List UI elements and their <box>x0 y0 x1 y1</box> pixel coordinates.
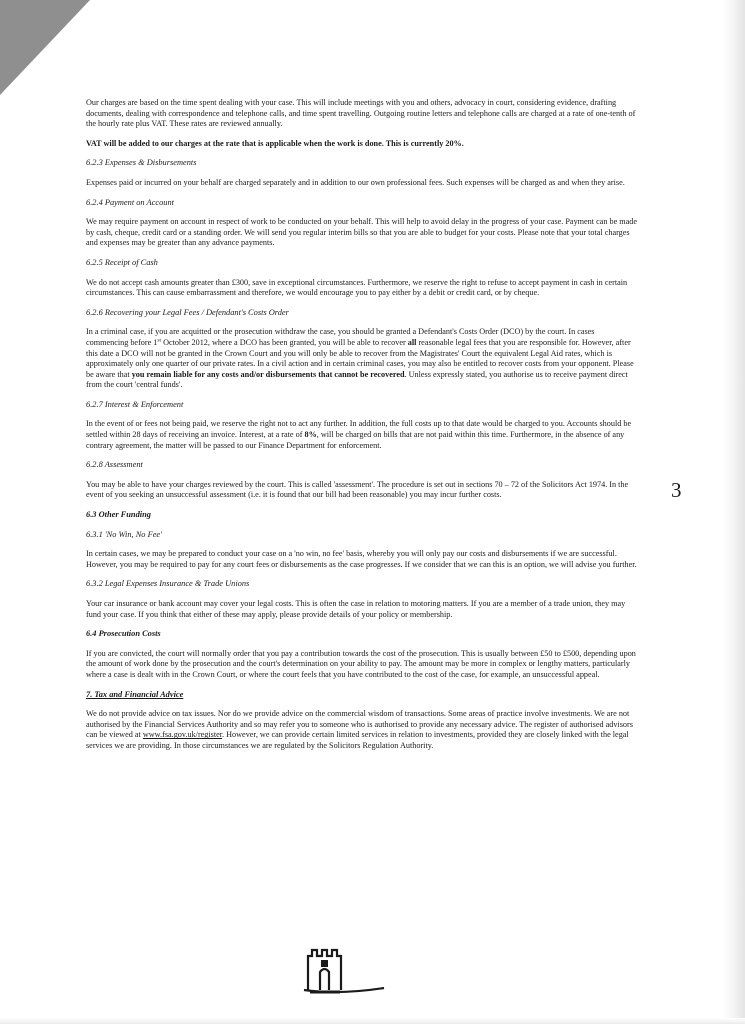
section-6-2-7-body: In the event of or fees not being paid, we reserve the right not to act any further. In addition, the full costs up to that date would be charged to you. Accounts should be settled within 28 days of receiving an invoice. Interest, at a rate of 8%, will be charged on bills that are not paid within this time. Furthermore, in the absence of any contrary agreement, the matter will be passed to our Finance Department for enforcement. <box>86 419 632 450</box>
section-6-4-heading: 6.4 Prosecution Costs <box>86 629 161 639</box>
section-6-4-body: If you are convicted, the court will normally order that you pay a contribution towards the cost of the prosecution. This is usually between £50 to £500, depending upon the amount of work done by the prosecution and the court's determination on your ability to pay. The amount may be more in complex or lengthy matters, particularly where a case is dealt with in the Crown Court, or where the court feels that you have contributed to the cost of the case, for example, an unsuccessful appeal. <box>86 648 636 679</box>
charges-intro: Our charges are based on the time spent dealing with your case. This will include meetings with you and others, advocacy in court, considering evidence, drafting documents, dealing with correspondence and telephone calls, and time spent travelling. Outgoing routine letters and telephone calls are charged at a rate of one-tenth of the hourly rate plus VAT. These rates are reviewed annually. <box>86 98 636 129</box>
castle-tower-icon <box>298 938 388 998</box>
folded-corner <box>0 0 90 95</box>
section-6-3-heading: 6.3 Other Funding <box>86 510 151 520</box>
section-6-2-4-body: We may require payment on account in respect of work to be conducted on your behalf. This will help to avoid delay in the progress of your case. Payment can be made by cash, cheque, credit card or a standing order. We will send you regular interim bills so that you are able to budget for your costs. Please note that your total charges and expenses may be greater than any advance payments. <box>86 217 637 248</box>
section-7-body: We do not provide advice on tax issues. Nor do we provide advice on the commercial wisdom of transactions. Some areas of practice involve investments. We are not authorised by the Financial Services Authority and so may refer you to someone who is authorised to provide any necessary advice. The register of authorised advisors can be viewed at www.fsa.gov.uk/register. However, we can provide certain limited services in relation to investments, provided they are closely linked with the legal services we are providing. In those circumstances we are regulated by the Solicitors Regulation Authority. <box>86 709 633 750</box>
section-6-3-1-body: In certain cases, we may be prepared to conduct your case on a 'no win, no fee' basis, whereby you will only pay our costs and disbursements if we are successful. However, you may be required to pay for any court fees or disbursements as the case progresses. If we consider that we can this is an option, we will advise you further. <box>86 549 637 569</box>
page-bottom-edge <box>0 1018 745 1024</box>
section-6-2-7-heading: 6.2.7 Interest & Enforcement <box>86 399 184 409</box>
section-6-2-8-body: You may be able to have your charges reviewed by the court. This is called 'assessment'. The procedure is set out in sections 70 – 72 of the Solicitors Act 1974. In the event of you seeking an unsuccessful assessment (i.e. it is found that our bill had been reasonable) you may incur further costs. <box>86 479 629 500</box>
vat-notice: VAT will be added to our charges at the rate that is applicable when the work is done. This is currently 20%. <box>86 138 464 148</box>
page-edge-shadow <box>723 0 745 1024</box>
section-7-heading: 7. Tax and Financial Advice <box>86 689 184 699</box>
section-6-2-6-body: In a criminal case, if you are acquitted or the prosecution withdraw the case, you should be granted a Defendant's Costs Order (DCO) by the court. In cases commencing before 1st October 2012, where a DCO has been granted, you will be able to recover all reasonable legal fees that you are responsible for. However, after this date a DCO will not be granted in the Crown Court and you will only be able to recover from the Magistrates' Court the equivalent Legal Aid rates, which is approximately only one quarter of our private rates. In a civil action and in certain criminal cases, you may also be entitled to recover costs from your opponent. Please be aware that you remain liable for any costs and/or disbursements that cannot be recovered. Unless expressly stated, you authorise us to receive payment direct from the court 'central funds'. <box>86 327 634 390</box>
fsa-register-link[interactable]: www.fsa.gov.uk/register <box>142 730 223 740</box>
section-6-2-6-heading: 6.2.6 Recovering your Legal Fees / Defendant's Costs Order <box>86 307 289 317</box>
section-6-2-3-heading: 6.2.3 Expenses & Disbursements <box>86 158 197 168</box>
section-6-2-4-heading: 6.2.4 Payment on Account <box>86 197 174 207</box>
section-6-2-3-body: Expenses paid or incurred on your behalf are charged separately and in addition to our own professional fees. Such expenses will be charged as and when they arise. <box>86 177 625 187</box>
section-6-2-8-heading: 6.2.8 Assessment <box>86 460 143 470</box>
document-body <box>86 98 638 761</box>
section-6-2-5-heading: 6.2.5 Receipt of Cash <box>86 257 158 267</box>
section-6-3-1-heading: 6.3.1 'No Win, No Fee' <box>86 529 162 539</box>
section-6-3-2-heading: 6.3.2 Legal Expenses Insurance & Trade Unions <box>86 579 250 589</box>
section-6-3-2-body: Your car insurance or bank account may cover your legal costs. This is often the case in relation to motoring matters. If you are a member of a trade union, they may fund your case. If you think that either of these may apply, please provide details of your policy or membership. <box>86 599 626 619</box>
section-6-2-5-body: We do not accept cash amounts greater than £300, save in exceptional circumstances. Furthermore, we reserve the right to refuse to accept payment in cash in certain circumstances. This can cause embarrassment and therefore, we would encourage you to pay either by a debit or credit card, or by cheque. <box>86 277 628 298</box>
page-number: 3 <box>671 478 682 502</box>
